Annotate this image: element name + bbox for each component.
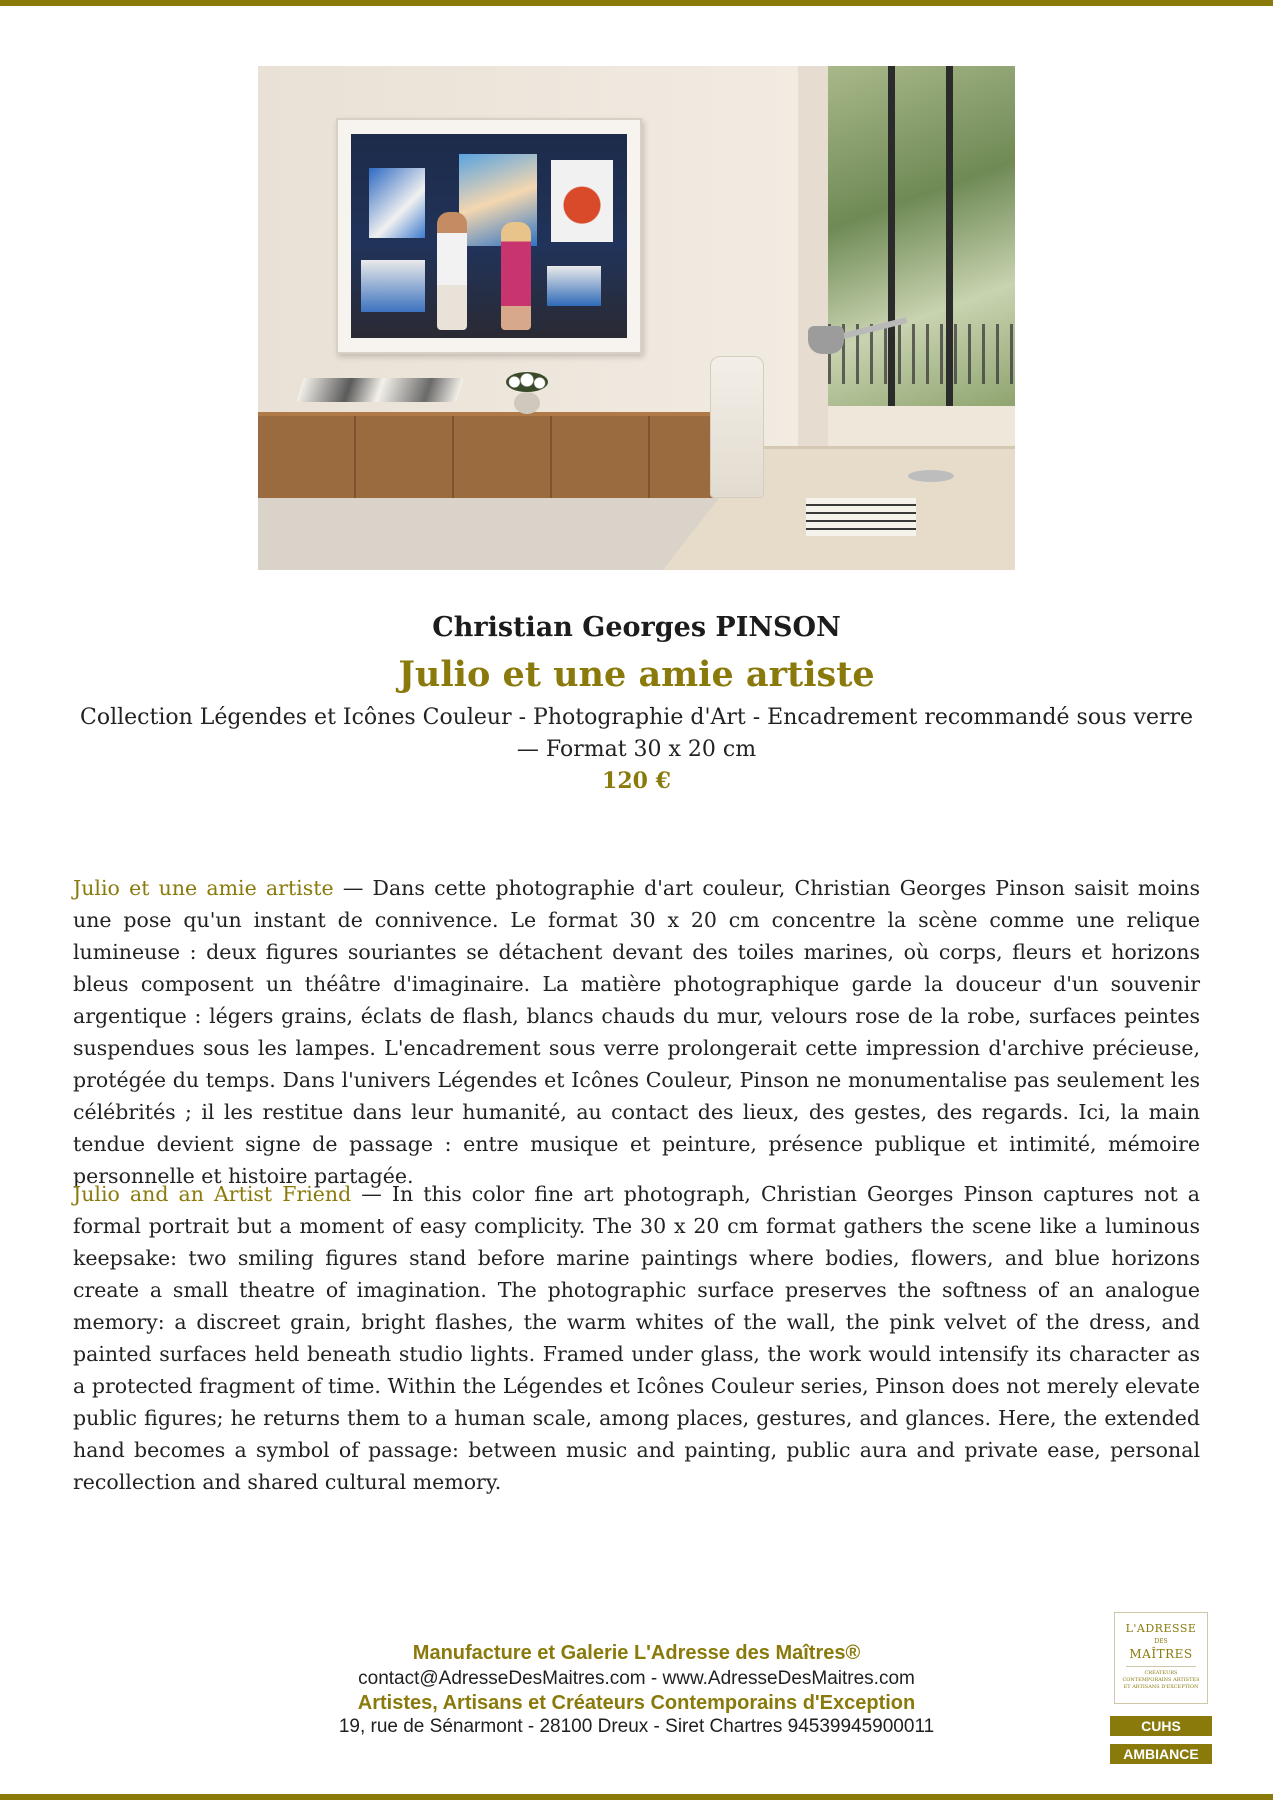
artwork-in-situ-photo bbox=[258, 66, 1015, 570]
artwork-subtitle: Collection Légendes et Icônes Couleur - Photographie d'Art - Encadrement recommandé sous verre — Format 30 x 20 cm bbox=[79, 705, 1194, 762]
description-english bbox=[73, 1178, 1200, 1498]
footer-company: Manufacture et Galerie L'Adresse des Maîtres® bbox=[412, 1642, 861, 1664]
logo-line: MAÎTRES bbox=[1129, 1647, 1193, 1661]
office-chair bbox=[710, 356, 764, 498]
logo-line: L'ADRESSE bbox=[1125, 1622, 1197, 1635]
book-stack bbox=[806, 498, 916, 536]
description-french-text: — Dans cette photographie d'art couleur, Christian Georges Pinson saisit moins une pose qu'un instant de connivence. Le format 30 x 20 cm concentre la scène comme une relique lumineuse : deux figures souriantes se détachent devant des toiles marines, où corps, fleurs et horizons bleus composent un théâtre d'imaginaire. La matière photographique garde la douceur d'un souvenir argentique : légers grains, éclats de flash, blancs chauds du mur, velours rose de la robe, surfaces peintes suspendues sous les lampes. L'encadrement sous verre prolongerait cette impression d'archive précieuse, protégée du temps. Dans l'univers Légendes et Icônes Couleur, Pinson ne monumentalise pas seulement les célébrités ; il les restitue dans leur humanité, au contact des lieux, des gestes, des regards. Ici, la main tendue devient signe de passage : entre musique et peinture, présence publique et intimité, mémoire personnelle et histoire partagée. bbox=[73, 876, 1200, 1188]
figure-woman bbox=[501, 222, 531, 330]
logo-divider bbox=[1126, 1666, 1196, 1667]
bottom-accent-bar bbox=[0, 1794, 1273, 1800]
framed-photograph bbox=[336, 118, 642, 354]
vase bbox=[514, 392, 540, 414]
desk-lamp-head bbox=[808, 326, 844, 354]
desk-lamp-base bbox=[908, 470, 954, 482]
painted-canvas bbox=[361, 260, 425, 312]
description-english-lead: Julio and an Artist Friend bbox=[73, 1182, 352, 1206]
artist-name: Christian Georges PINSON bbox=[432, 612, 841, 643]
description-french-lead: Julio et une amie artiste bbox=[73, 876, 334, 900]
artwork-price: 120 € bbox=[602, 768, 671, 794]
photograph-image bbox=[351, 134, 627, 338]
footer-contact: contact@AdresseDesMaitres.com - www.AdresseDesMaitres.com bbox=[358, 1668, 915, 1689]
figure-man bbox=[437, 212, 467, 330]
description-french bbox=[73, 872, 1200, 1192]
logo-line: CRÉATEURS CONTEMPORAINS ARTISTES ET ARTISANS D'EXCEPTION bbox=[1122, 1670, 1200, 1690]
sideboard bbox=[258, 412, 718, 498]
footer-tagline: Artistes, Artisans et Créateurs Contemporains d'Exception bbox=[357, 1692, 916, 1714]
flowers bbox=[506, 372, 548, 392]
badge-cuhs: CUHS bbox=[1110, 1716, 1212, 1736]
artwork-title: Julio et une amie artiste bbox=[398, 654, 875, 695]
painted-canvas bbox=[369, 168, 425, 238]
top-accent-bar bbox=[0, 0, 1273, 6]
gallery-logo bbox=[1114, 1612, 1208, 1704]
badge-ambiance: AMBIANCE bbox=[1110, 1744, 1212, 1764]
description-english-text: — In this color fine art photograph, Christian Georges Pinson captures not a formal portrait but a moment of easy complicity. The 30 x 20 cm format gathers the scene like a luminous keepsake: two smiling figures stand before marine paintings where bodies, flowers, and blue horizons create a small theatre of imagination. The photographic surface preserves the softness of an analogue memory: a discreet grain, bright flashes, the warm whites of the wall, the pink velvet of the dress, and painted surfaces held beneath studio lights. Framed under glass, the work would intensify its character as a protected fragment of time. Within the Légendes et Icônes Couleur series, Pinson does not merely elevate public figures; he returns them to a human scale, among places, gestures, and glances. Here, the extended hand becomes a symbol of passage: between music and painting, public aura and private ease, personal recollection and shared cultural memory. bbox=[73, 1182, 1200, 1494]
painted-canvas bbox=[547, 266, 601, 306]
footer-address: 19, rue de Sénarmont - 28100 Dreux - Siret Chartres 94539945900011 bbox=[338, 1716, 935, 1737]
painted-canvas bbox=[551, 160, 613, 242]
logo-line: DES bbox=[1154, 1638, 1168, 1645]
open-book bbox=[296, 378, 464, 402]
